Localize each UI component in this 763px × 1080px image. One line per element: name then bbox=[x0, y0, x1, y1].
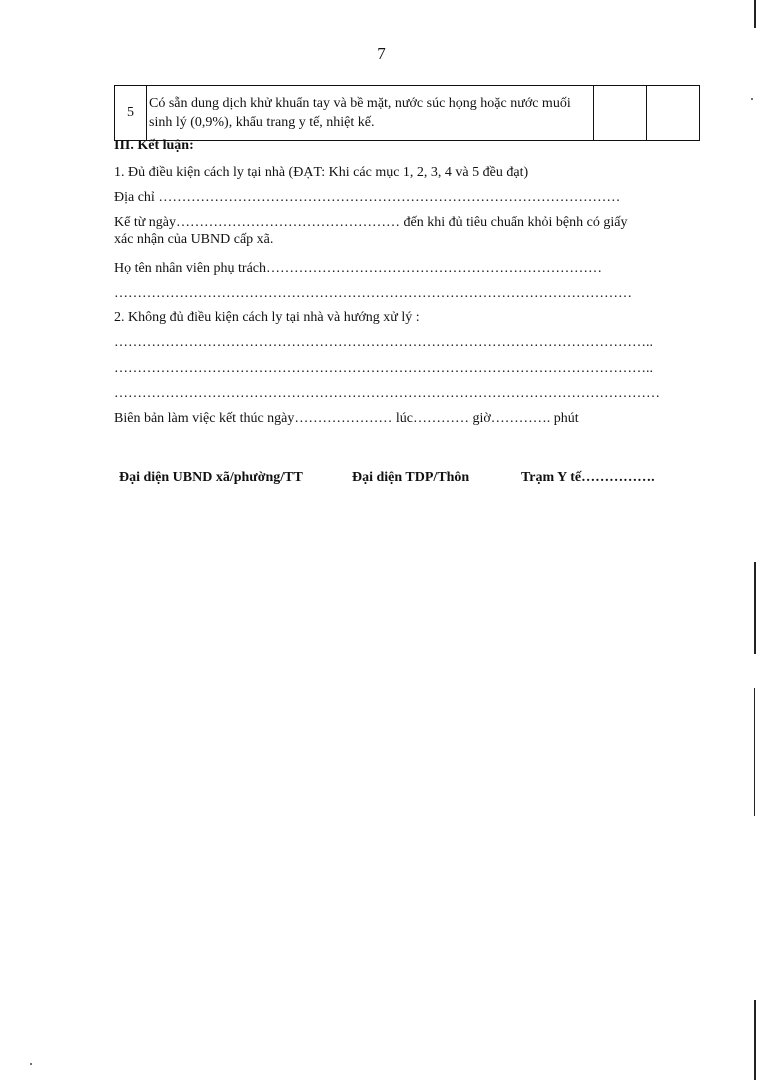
not-eligible-item: 2. Không đủ điều kiện cách ly tại nhà và hướng xử lý : bbox=[114, 310, 420, 325]
scan-edge-mark bbox=[754, 0, 756, 28]
checklist-table bbox=[114, 85, 700, 141]
check-cell-no bbox=[647, 86, 700, 141]
signature-tram-y-te: Trạm Y tế……………. bbox=[521, 470, 655, 485]
row-number: 5 bbox=[115, 86, 147, 141]
handling-dots-3: ……………………………………………………………………………………………………… bbox=[114, 386, 660, 401]
row-content: Có sẵn dung dịch khử khuẩn tay và bề mặt, nước súc họng hoặc nước muối sinh lý (0,9%), khẩu trang y tế, nhiệt kế. bbox=[147, 86, 594, 141]
signature-ubnd: Đại diện UBND xã/phường/TT bbox=[119, 470, 303, 485]
scan-edge-mark bbox=[754, 1000, 756, 1080]
signature-tdp: Đại diện TDP/Thôn bbox=[352, 470, 470, 485]
handling-dots-1: …………………………………………………………………………………………………….. bbox=[114, 335, 653, 350]
scan-speck bbox=[30, 1063, 32, 1065]
conclusion-title: III. Kết luận: bbox=[114, 138, 194, 153]
handling-dots-2: …………………………………………………………………………………………………….. bbox=[114, 361, 653, 376]
page-number: 7 bbox=[377, 44, 386, 63]
from-date-line: Kể từ ngày………………………………………… đến khi đủ tiêu chuẩn khỏi bệnh có giấy bbox=[114, 215, 628, 230]
check-cell-yes bbox=[594, 86, 647, 141]
staff-line: Họ tên nhân viên phụ trách……………………………………………………………… bbox=[114, 261, 603, 276]
table-row bbox=[115, 86, 700, 141]
end-time-line: Biên bản làm việc kết thúc ngày………………… lúc………… giờ…………. phút bbox=[114, 411, 579, 426]
staff-dots-line: ………………………………………………………………………………………………… bbox=[114, 286, 632, 301]
scan-speck bbox=[751, 98, 753, 100]
eligible-item: 1. Đủ điều kiện cách ly tại nhà (ĐẠT: Khi các mục 1, 2, 3, 4 và 5 đều đạt) bbox=[114, 165, 529, 180]
scan-edge-mark bbox=[754, 562, 756, 654]
from-date-line-cont: xác nhận của UBND cấp xã. bbox=[114, 232, 274, 247]
scan-edge-mark bbox=[754, 688, 755, 816]
address-line: Địa chỉ ……………………………………………………………………………………… bbox=[114, 190, 621, 205]
